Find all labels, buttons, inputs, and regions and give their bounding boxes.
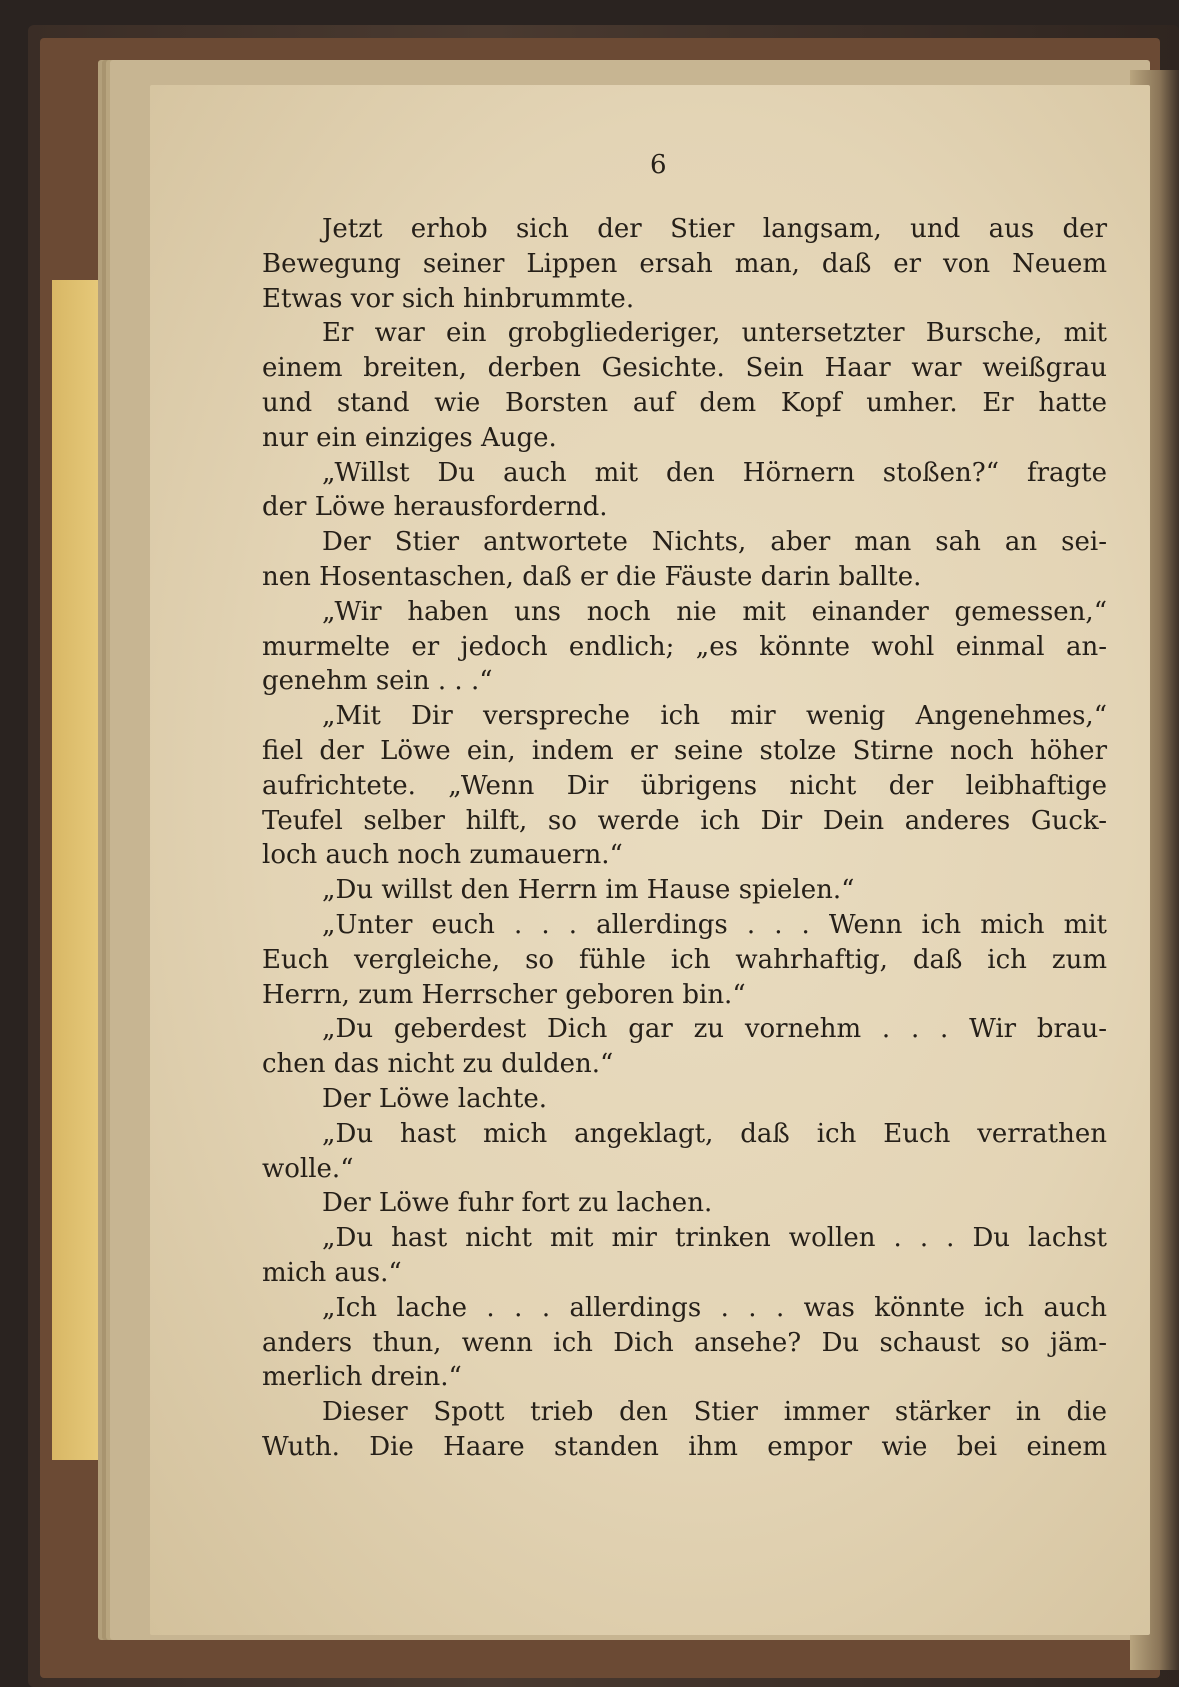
- text-line: „Du geberdest Dich gar zu vornehm . . . Wir brau-: [322, 1014, 1107, 1045]
- text-line: „Unter euch . . . allerdings . . . Wenn ich mich mit: [322, 909, 1107, 940]
- text-line: anders thun, wenn ich Dich ansehe? Du schaust so jäm-: [262, 1327, 1107, 1358]
- text-line: Etwas vor sich hinbrummte.: [262, 283, 635, 314]
- text-line: Herrn, zum Herrscher geboren bin.“: [262, 979, 746, 1010]
- text-line: Euch vergleiche, so fühle ich wahrhaftig, daß ich zum: [262, 944, 1107, 975]
- text-line: „Du hast nicht mit mir trinken wollen . . . Du lachst: [322, 1223, 1107, 1254]
- text-line: Bewegung seiner Lippen ersah man, daß er von Neuem: [262, 248, 1107, 279]
- text-line: „Mit Dir verspreche ich mir wenig Angenehmes,“: [322, 701, 1107, 732]
- text-line: Er war ein grobgliederiger, untersetzter Bursche, mit: [322, 318, 1107, 349]
- text-line: Der Löwe fuhr fort zu lachen.: [322, 1188, 713, 1219]
- text-line: Der Löwe lachte.: [322, 1083, 547, 1114]
- text-line: „Ich lache . . . allerdings . . . was könnte ich auch: [322, 1292, 1107, 1323]
- text-line: „Du hast mich angeklagt, daß ich Euch verrathen: [322, 1118, 1107, 1149]
- text-line: „Du willst den Herrn im Hause spielen.“: [322, 875, 855, 906]
- text-line: chen das nicht zu dulden.“: [262, 1049, 614, 1080]
- text-line: Wuth. Die Haare standen ihm empor wie bei einem: [262, 1431, 1107, 1462]
- text-line: und stand wie Borsten auf dem Kopf umher. Er hatte: [262, 387, 1107, 418]
- text-line: Der Stier antwortete Nichts, aber man sah an sei-: [322, 527, 1107, 558]
- text-line: merlich drein.“: [262, 1362, 462, 1393]
- text-line: murmelte er jedoch endlich; „es könnte wohl einmal an-: [262, 631, 1107, 662]
- text-lines: [262, 212, 1107, 1465]
- text-line: Jetzt erhob sich der Stier langsam, und aus der: [322, 214, 1107, 244]
- text-line: „Willst Du auch mit den Hörnern stoßen?“ fragte: [322, 457, 1107, 488]
- text-line: nen Hosentaschen, daß er die Fäuste darin ballte.: [262, 561, 922, 592]
- text-line: einem breiten, derben Gesichte. Sein Haar war weißgrau: [262, 353, 1107, 384]
- text-line: der Löwe herausfordernd.: [262, 492, 608, 523]
- text-line: „Wir haben uns noch nie mit einander gemessen,“: [322, 596, 1107, 627]
- text-line: mich aus.“: [262, 1257, 402, 1288]
- page-number: 6: [650, 150, 667, 180]
- text-line: wolle.“: [262, 1153, 354, 1184]
- text-line: fiel der Löwe ein, indem er seine stolze Stirne noch höher: [262, 735, 1107, 766]
- text-line: Teufel selber hilft, so werde ich Dir Dein anderes Guck-: [262, 805, 1107, 836]
- text-line: genehm sein . . .“: [262, 666, 493, 697]
- text-line: aufrichtete. „Wenn Dir übrigens nicht der leibhaftige: [262, 770, 1107, 801]
- text-line: nur ein einziges Auge.: [262, 422, 557, 453]
- text-line: loch auch noch zumauern.“: [262, 840, 623, 871]
- text-line: Dieser Spott trieb den Stier immer stärker in die: [322, 1397, 1107, 1428]
